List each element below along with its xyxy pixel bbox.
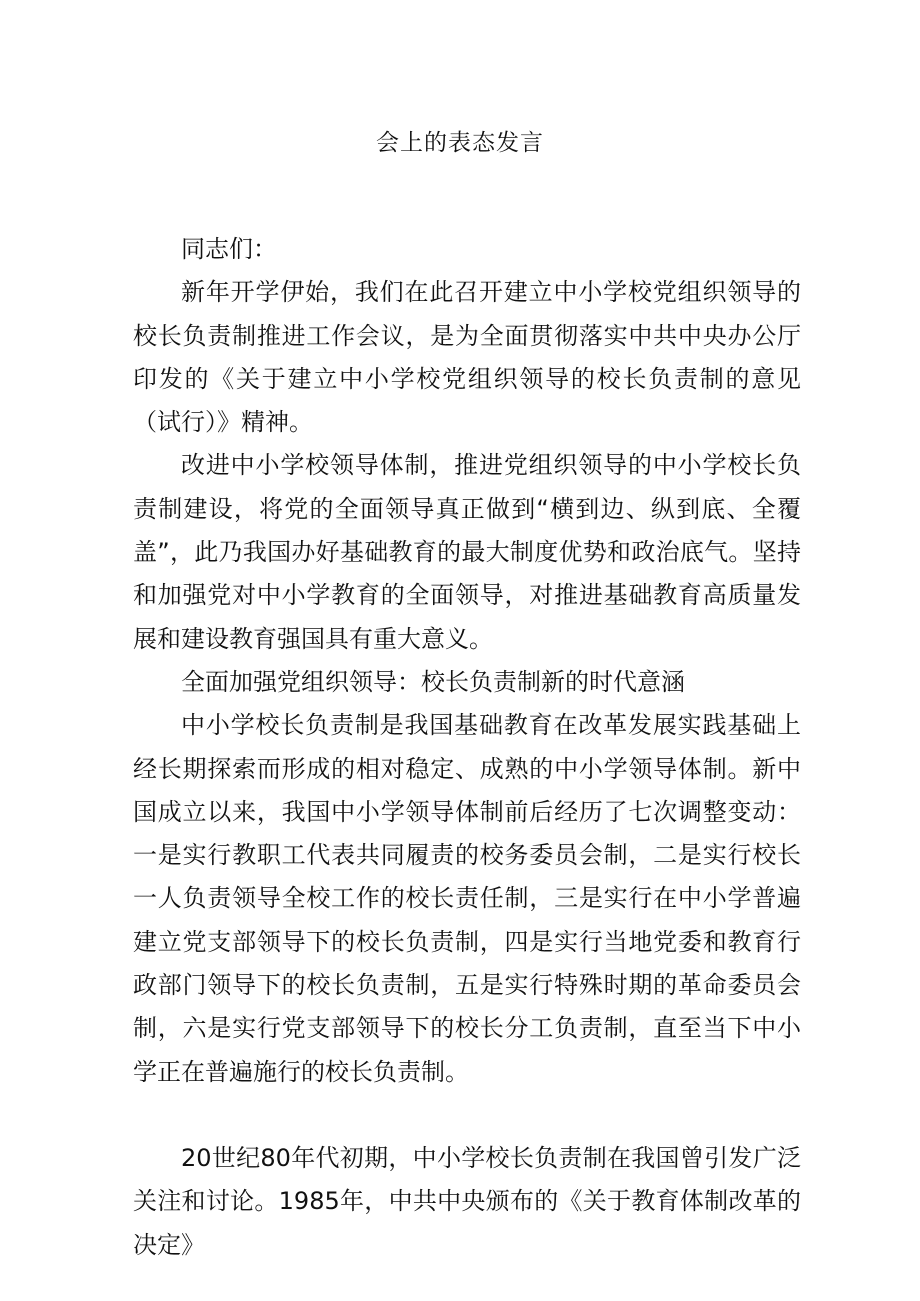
body-paragraph: 中小学校长负责制是我国基础教育在改革发展实践基础上经长期探索而形成的相对稳定、成熟的中小学领导体制。新中国成立以来，我国中小学领导体制前后经历了七次调整变动：一是实行教职工代表共同履责的校务委员会制，二是实行校长一人负责领导全校工作的校长责任制，三是实行在中小学普遍建立党支部领导下的校长负责制，四是实行当地党委和教育行政部门领导下的校长负责制，五是实行特殊时期的革命委员会制，六是实行党支部领导下的校长分工负责制，直至当下中小学正在普遍施行的校长负责制。 bbox=[133, 711, 801, 1086]
document-body bbox=[133, 228, 801, 1267]
body-paragraph: 改进中小学校领导体制，推进党组织领导的中小学校长负责制建设，将党的全面领导真正做到“横到边、纵到底、全覆盖”，此乃我国办好基础教育的最大制度优势和政治底气。坚持和加强党对中小学教育的全面领导，对推进基础教育高质量发展和建设教育强国具有重大意义。 bbox=[133, 451, 801, 653]
body-paragraph: 20世纪80年代初期，中小学校长负责制在我国曾引发广泛关注和讨论。1985年，中共中央颁布的《关于教育体制改革的决定》 bbox=[133, 1143, 801, 1259]
document-title: 会上的表态发言 bbox=[376, 130, 544, 156]
salutation-paragraph: 同志们： bbox=[181, 235, 277, 263]
section-heading: 全面加强党组织领导：校长负责制新的时代意涵 bbox=[181, 667, 685, 696]
body-paragraph: 新年开学伊始，我们在此召开建立中小学校党组织领导的校长负责制推进工作会议，是为全面贯彻落实中共中央办公厅印发的《关于建立中小学校党组织领导的校长负责制的意见（试行）》精神。 bbox=[133, 278, 801, 437]
